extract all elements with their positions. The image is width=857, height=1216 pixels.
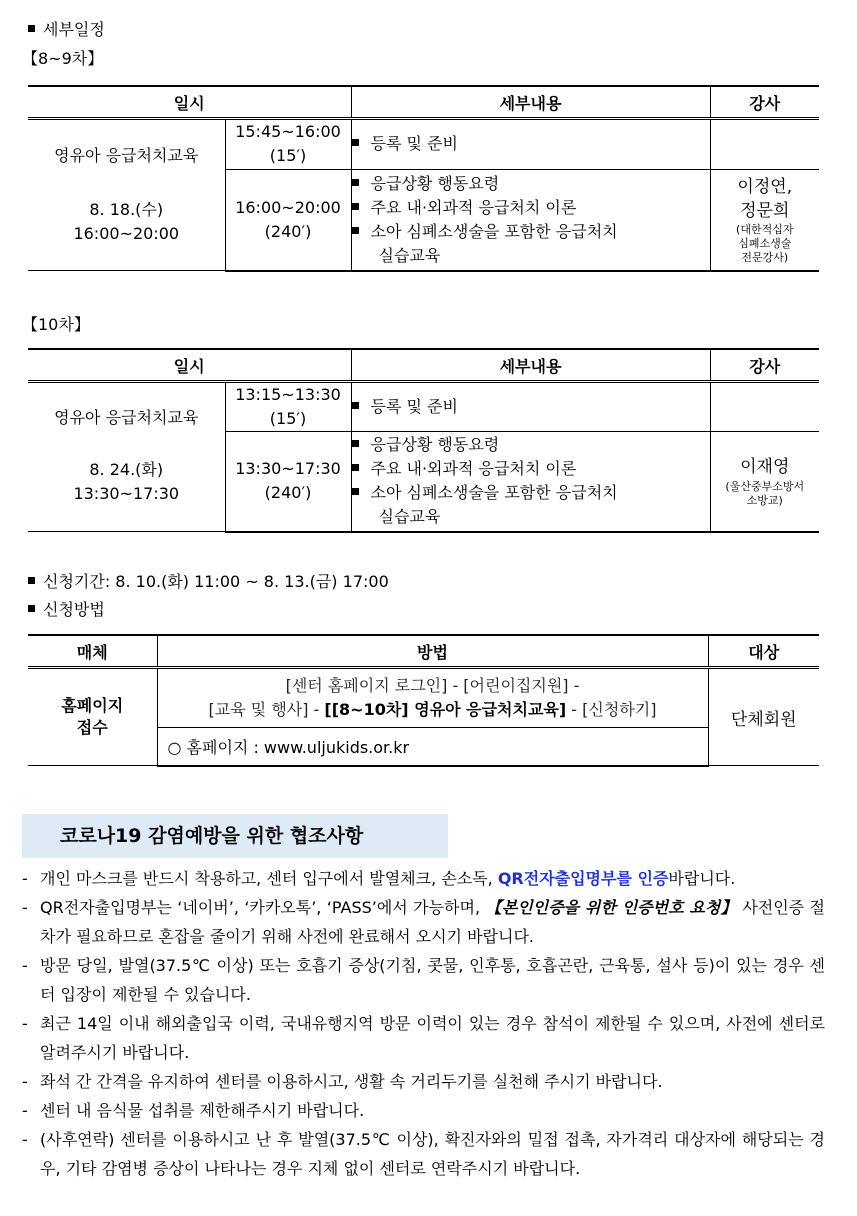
header-lecturer: 강사 bbox=[710, 349, 819, 382]
target-cell: 단체회원 bbox=[708, 668, 819, 766]
lecturer-empty-cell bbox=[710, 119, 819, 170]
square-bullet-icon bbox=[352, 139, 359, 146]
lecturer-cell: 이재영 (울산중부소방서 소방교) bbox=[710, 432, 819, 532]
application-period: 신청기간: 8. 10.(화) 11:00 ~ 8. 13.(금) 17:00 bbox=[28, 570, 389, 594]
slot-content-cell: 응급상황 행동요령 주요 내·외과적 응급처치 이론 소아 심폐소생술을 포함한 응급처치 실습교육 bbox=[351, 169, 710, 270]
homepage-cell bbox=[157, 728, 708, 766]
course-date: 8. 18.(수) bbox=[89, 200, 164, 219]
round-8-9-label: 【8~9차】 bbox=[22, 49, 104, 68]
list-item: 소아 심폐소생술을 포함한 응급처치 bbox=[352, 220, 710, 244]
covid-notes bbox=[22, 864, 825, 1183]
square-bullet-icon bbox=[352, 402, 359, 409]
course-name: 영유아 응급처치교육 bbox=[54, 146, 199, 165]
list-item: - (사후연락) 센터를 이용하시고 난 후 발열(37.5℃ 이상), 확진자와의 밀접 접촉, 자가격리 대상자에 해당되는 경우, 기타 감염병 증상이 나타나는 경우 지체 없이 센터로 연락주시기 바랍니다. bbox=[22, 1130, 825, 1178]
square-bullet-icon bbox=[352, 488, 359, 495]
application-method-heading: 신청방법 bbox=[28, 598, 105, 622]
square-bullet-icon bbox=[352, 203, 359, 210]
list-item: - 최근 14일 이내 해외출입국 이력, 국내유행지역 방문 이력이 있는 경우 참석이 제한될 수 있으며, 사전에 센터로 알려주시기 바랍니다. bbox=[22, 1014, 825, 1062]
slot-time-cell: 13:30~17:30 (240′) bbox=[225, 432, 351, 532]
list-item: 주요 내·외과적 응급처치 이론 bbox=[352, 196, 710, 220]
square-bullet-icon bbox=[352, 227, 359, 234]
application-table bbox=[28, 634, 819, 767]
list-item: - QR전자출입명부는 ‘네이버’, ‘카카오톡’, ‘PASS’에서 가능하며, 【본인인증을 위한 인증번호 요청】 사전인증 절차가 필요하므로 혼잡을 줄이기 위해 사전에 완료해서 오시기 바랍니다. bbox=[22, 898, 826, 946]
list-item: - 개인 마스크를 반드시 착용하고, 센터 입구에서 발열체크, 손소독, QR전자출입명부를 인증바랍니다. bbox=[22, 869, 736, 888]
slot-content-cell: 응급상황 행동요령 주요 내·외과적 응급처치 이론 소아 심폐소생술을 포함한 응급처치 실습교육 bbox=[351, 432, 710, 532]
detail-schedule-heading: 세부일정 bbox=[28, 18, 105, 42]
header-lecturer: 강사 bbox=[710, 86, 819, 119]
slot-content-cell: 등록 및 준비 bbox=[351, 119, 710, 170]
list-item: 응급상황 행동요령 bbox=[352, 172, 710, 196]
method-cell: [센터 홈페이지 로그인] - [어린이집지원] - [교육 및 행사] - [[8~10차] 영유아 응급처치교육] - [신청하기] bbox=[157, 668, 708, 728]
header-content: 세부내용 bbox=[351, 86, 710, 119]
slot-content-cell: 등록 및 준비 bbox=[351, 382, 710, 432]
schedule-table-10 bbox=[28, 348, 819, 533]
course-date: 8. 24.(화) bbox=[89, 460, 164, 479]
header-medium: 매체 bbox=[28, 635, 157, 668]
square-bullet-icon bbox=[352, 179, 359, 186]
medium-cell: 홈페이지 접수 bbox=[28, 668, 157, 766]
lecturer-empty-cell bbox=[710, 382, 819, 432]
header-date: 일시 bbox=[28, 349, 351, 382]
slot-time-cell: 16:00~20:00 (240′) bbox=[225, 169, 351, 270]
list-item: - 방문 당일, 발열(37.5℃ 이상) 또는 호흡기 증상(기침, 콧물, 인후통, 호흡곤란, 근육통, 설사 등)이 있는 경우 센터 입장이 제한될 수 있습니다. bbox=[22, 956, 825, 1004]
lecturer-cell: 이정연, 정문희 (대한적십자 심폐소생술 전문강사) bbox=[710, 169, 819, 270]
list-item: - 센터 내 음식물 섭취를 제한해주시기 바랍니다. bbox=[22, 1101, 365, 1120]
square-bullet-icon bbox=[352, 464, 359, 471]
course-cell bbox=[28, 382, 225, 532]
list-item: 소아 심폐소생술을 포함한 응급처치 bbox=[352, 481, 710, 505]
course-time: 16:00~20:00 bbox=[73, 224, 180, 243]
course-cell bbox=[28, 119, 225, 271]
list-item: - 좌석 간 간격을 유지하여 센터를 이용하시고, 생활 속 거리두기를 실천해 주시기 바랍니다. bbox=[22, 1072, 663, 1091]
header-date: 일시 bbox=[28, 86, 351, 119]
square-bullet-icon bbox=[28, 25, 35, 32]
square-bullet-icon bbox=[28, 605, 35, 612]
square-bullet-icon bbox=[28, 577, 35, 584]
homepage-link[interactable]: ○ 홈페이지 : www.uljukids.or.kr bbox=[167, 737, 410, 757]
header-target: 대상 bbox=[708, 635, 819, 668]
covid-section-title: 코로나19 감염예방을 위한 협조사항 bbox=[22, 814, 448, 858]
header-content: 세부내용 bbox=[351, 349, 710, 382]
header-method: 방법 bbox=[157, 635, 708, 668]
slot-time-cell: 15:45~16:00 (15′) bbox=[225, 119, 351, 170]
square-bullet-icon bbox=[352, 440, 359, 447]
round-10-label: 【10차】 bbox=[22, 315, 90, 334]
slot-time-cell: 13:15~13:30 (15′) bbox=[225, 382, 351, 432]
schedule-table-8-9 bbox=[28, 85, 819, 272]
list-item: 응급상황 행동요령 bbox=[352, 433, 710, 457]
course-name: 영유아 응급처치교육 bbox=[54, 408, 199, 427]
course-time: 13:30~17:30 bbox=[73, 484, 180, 503]
list-item: 주요 내·외과적 응급처치 이론 bbox=[352, 457, 710, 481]
